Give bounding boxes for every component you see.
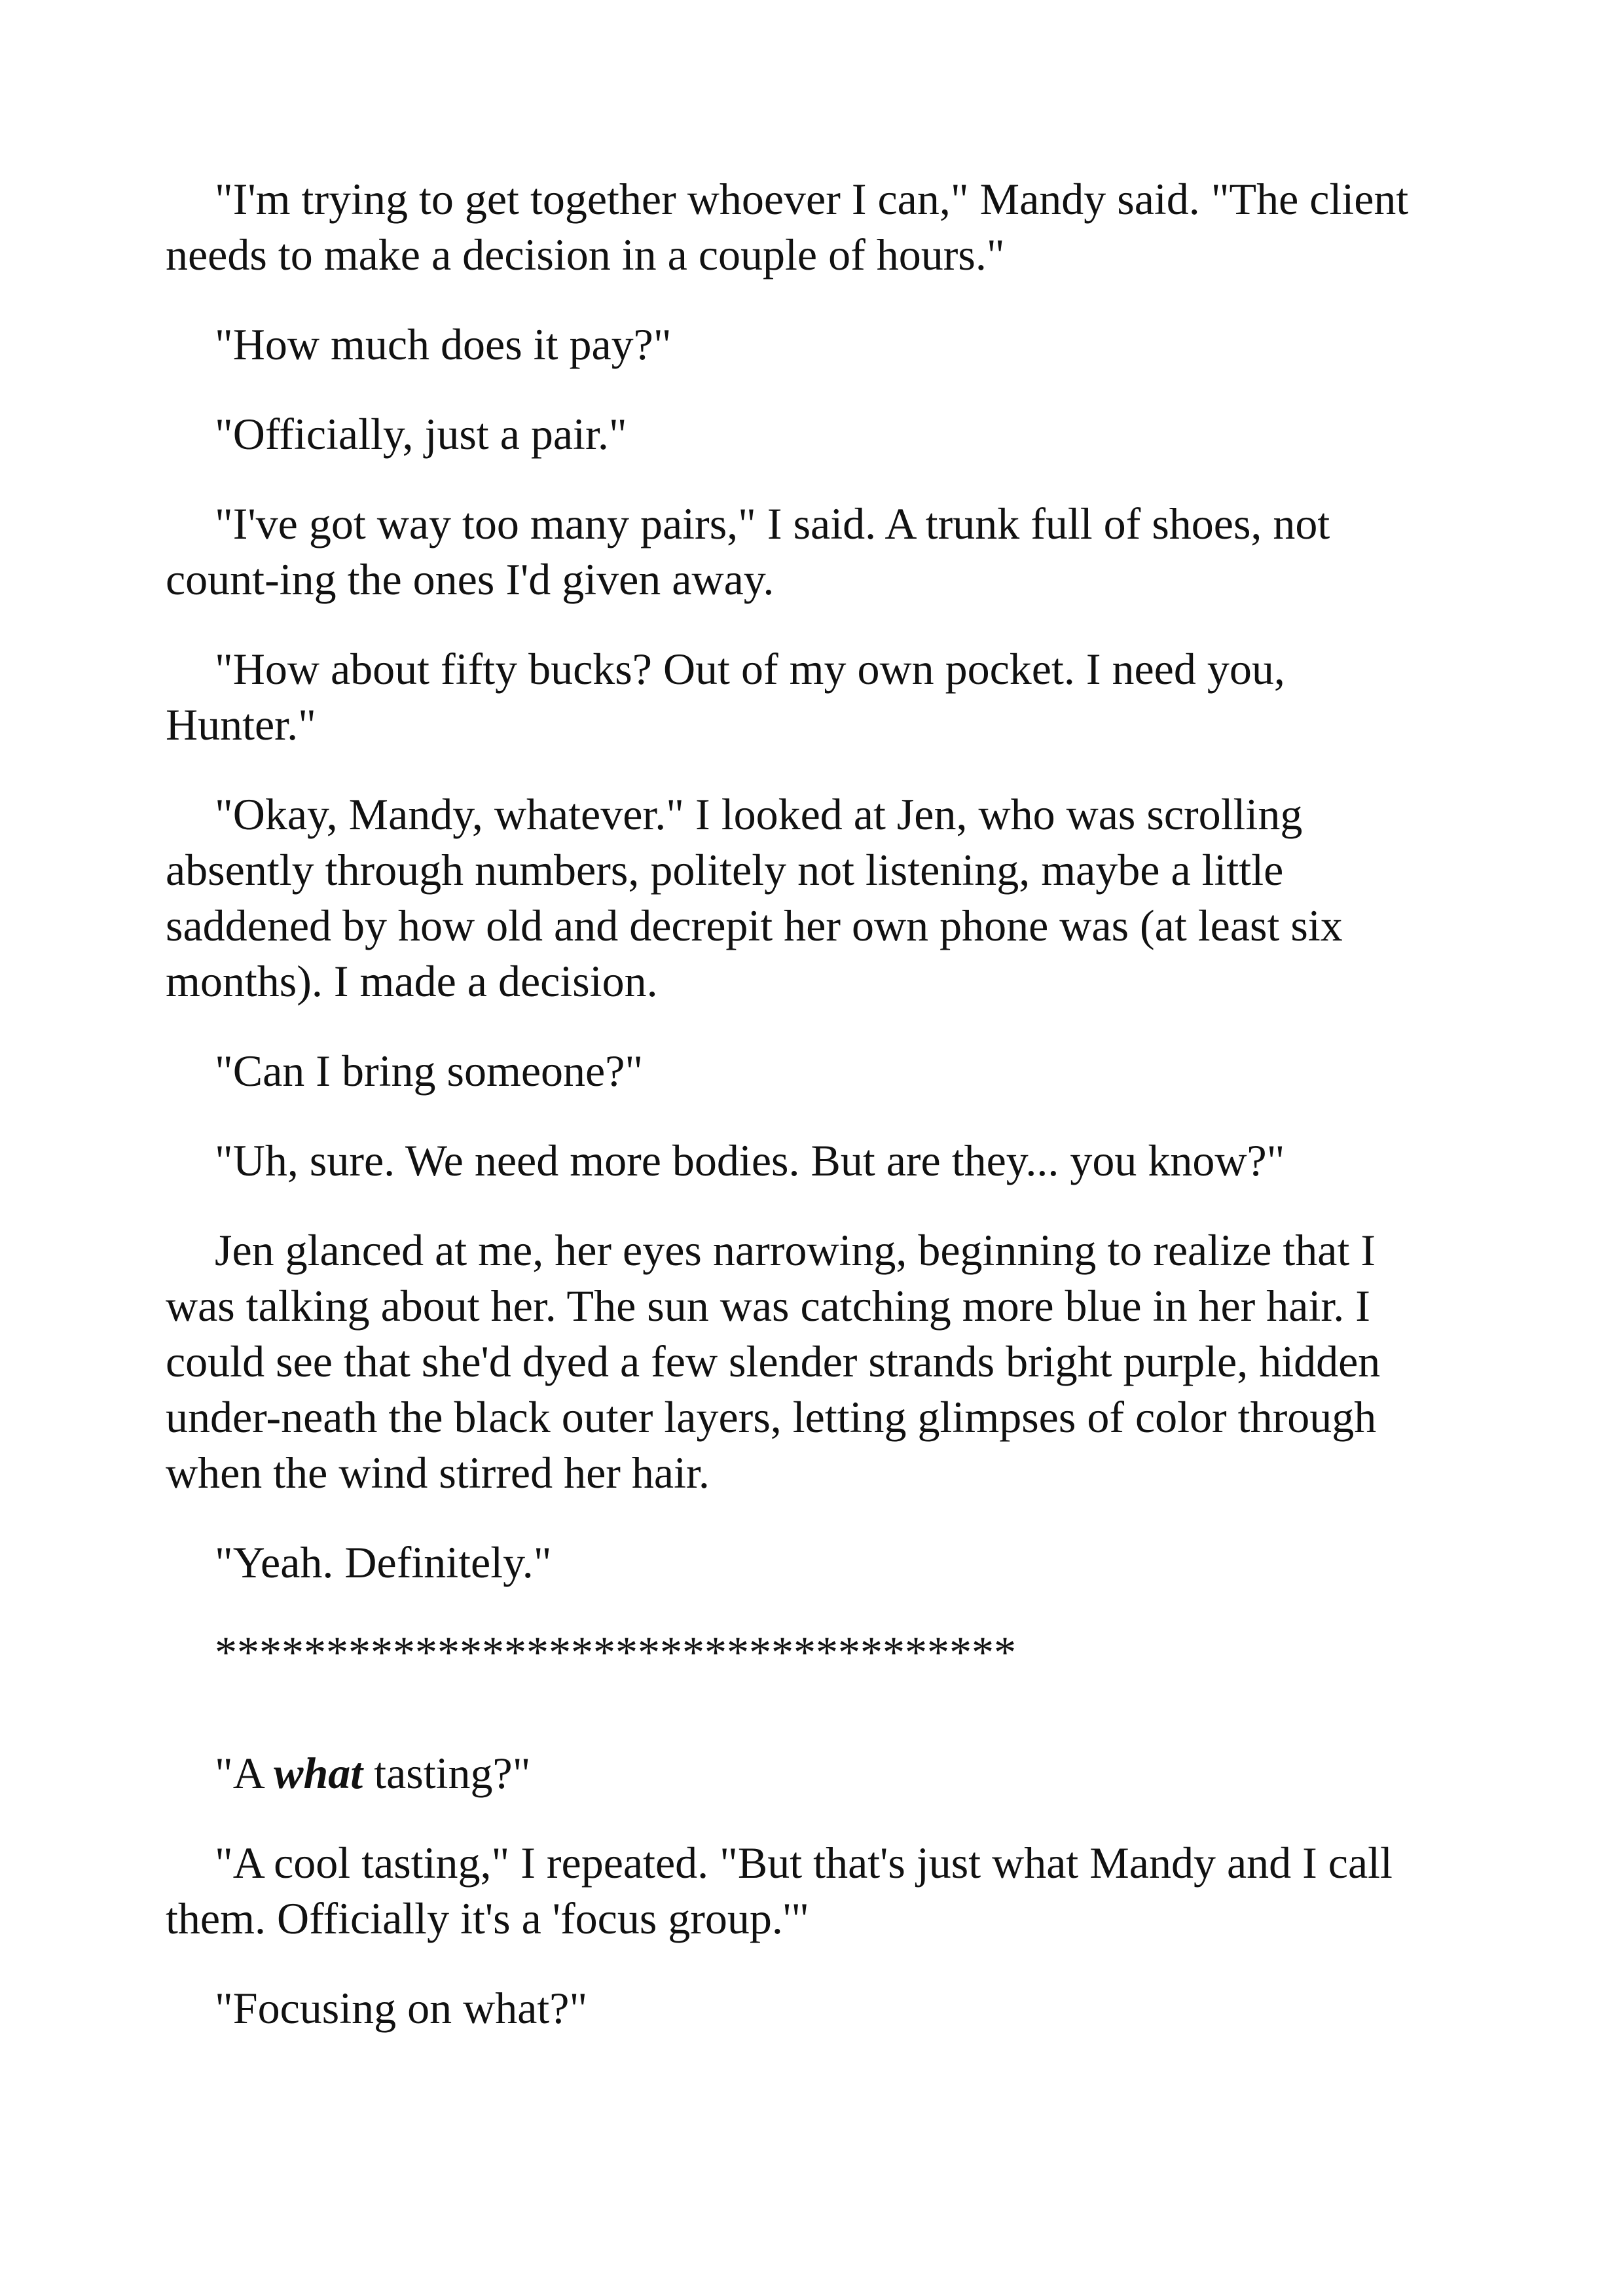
emphasis-before: "A bbox=[215, 1748, 274, 1798]
document-body bbox=[166, 171, 1410, 2070]
paragraph-12: "A cool tasting," I repeated. "But that's just what Mandy and I call them. Officially it's a 'focus group.'" bbox=[166, 1838, 1393, 1943]
emphasis-after: tasting?" bbox=[363, 1748, 531, 1798]
paragraph-4: "I've got way too many pairs," I said. A trunk full of shoes, not count-ing the ones I'd given away. bbox=[166, 499, 1330, 604]
paragraph-3: "Officially, just a pair." bbox=[215, 409, 627, 459]
paragraph-1: "I'm trying to get together whoever I can," Mandy said. "The client needs to make a decision in a couple of hours." bbox=[166, 174, 1409, 279]
paragraph-13: "Focusing on what?" bbox=[215, 1983, 588, 2033]
paragraph-7: "Can I bring someone?" bbox=[215, 1046, 644, 1096]
emphasis-word: what bbox=[274, 1748, 363, 1798]
paragraph-8: "Uh, sure. We need more bodies. But are they... you know?" bbox=[215, 1136, 1285, 1185]
paragraph-emphasis bbox=[166, 1746, 1410, 1801]
paragraph-9: Jen glanced at me, her eyes narrowing, beginning to realize that I was talking about her. The sun was catching more blue in her hair. I could see that she'd dyed a few slender strands bright purple, hidden under-neath the black outer layers, letting glimpses of color through when the wind stirred her hair. bbox=[166, 1225, 1381, 1498]
scene-break-separator: ************************************ bbox=[215, 1627, 1016, 1677]
paragraph-2: "How much does it pay?" bbox=[215, 319, 672, 369]
paragraph-10: "Yeah. Definitely." bbox=[215, 1537, 552, 1587]
paragraph-6: "Okay, Mandy, whatever." I looked at Jen, who was scrolling absently through numbers, politely not listening, maybe a little saddened by how old and decrepit her own phone was (at least six months). I made a decision. bbox=[166, 789, 1343, 1006]
paragraph-5: "How about fifty bucks? Out of my own pocket. I need you, Hunter." bbox=[166, 644, 1285, 749]
